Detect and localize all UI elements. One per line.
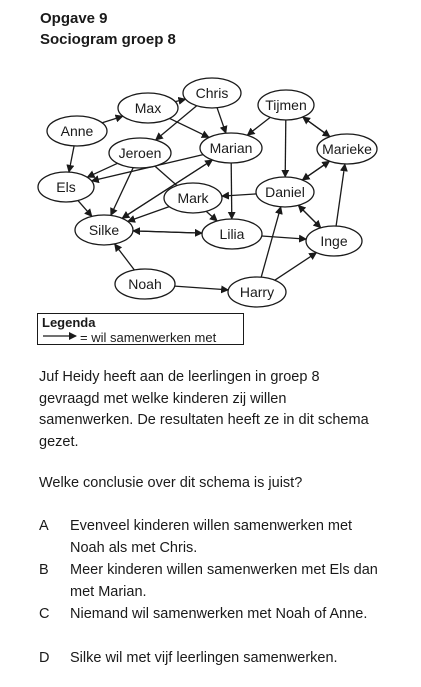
node-label: Marian: [209, 140, 253, 156]
arrow-daniel-to-mark: [222, 194, 256, 196]
arrow-silke-to-lilia: [133, 231, 202, 233]
option-letter: A: [39, 518, 49, 534]
node-lilia: [202, 219, 262, 249]
node-max: [118, 93, 178, 123]
sociogram-diagram: [0, 72, 421, 312]
node-label: Els: [56, 179, 76, 195]
option-letter: D: [39, 650, 50, 666]
intro-text: Juf Heidy heeft aan de leerlingen in groep 8 gevraagd met welke kinderen zij willen samenwerken. De resultaten heeft ze in dit schema gezet.: [39, 369, 369, 450]
arrow-anne-to-els: [69, 146, 74, 172]
node-label: Marieke: [322, 141, 372, 157]
arrow-harry-to-daniel: [261, 207, 281, 277]
arrow-tijmen-to-marian: [247, 117, 270, 135]
arrow-marieke-to-tijmen: [303, 117, 330, 137]
legend-arrow-icon: [42, 331, 78, 341]
node-marian: [200, 133, 262, 163]
node-mark: [164, 183, 222, 213]
node-marieke: [317, 134, 377, 164]
option-text: Meer kinderen willen samenwerken met Els dan met Marian.: [70, 562, 378, 600]
node-noah: [115, 269, 175, 299]
node-label: Lilia: [219, 226, 245, 242]
node-label: Harry: [239, 284, 275, 300]
arrow-tijmen-to-daniel: [285, 120, 286, 177]
node-tijmen: [258, 90, 314, 120]
arrow-daniel-to-marieke: [302, 161, 329, 180]
arrow-noah-to-silke: [115, 244, 135, 270]
arrow-inge-to-marieke: [336, 164, 345, 226]
node-silke: [75, 215, 133, 245]
option-text: Evenveel kinderen willen samenwerken met Noah als met Chris.: [70, 518, 353, 556]
arrow-chris-to-marian: [217, 108, 226, 133]
legend: [37, 313, 244, 345]
option-letter: C: [39, 606, 50, 622]
node-jeroen: [109, 138, 171, 168]
node-anne: [47, 116, 107, 146]
node-label: Max: [134, 100, 162, 116]
arrow-lilia-to-inge: [262, 236, 307, 239]
node-harry: [228, 277, 286, 307]
node-label: Tijmen: [265, 97, 307, 113]
arrow-els-to-silke: [78, 201, 92, 217]
node-label: Mark: [177, 190, 209, 206]
arrow-anne-to-max: [102, 116, 123, 123]
option-letter: B: [39, 562, 49, 578]
arrow-max-to-chris: [175, 99, 185, 101]
node-inge: [306, 226, 362, 256]
legend-label: = wil samenwerken met: [80, 330, 217, 345]
node-label: Daniel: [265, 184, 305, 200]
exercise-number: Opgave 9: [40, 10, 108, 27]
node-daniel: [256, 177, 314, 207]
node-label: Chris: [195, 85, 229, 101]
node-label: Jeroen: [118, 145, 162, 161]
arrow-jeroen-to-silke: [111, 168, 133, 216]
node-label: Silke: [88, 222, 120, 238]
arrow-noah-to-harry: [175, 286, 229, 290]
arrow-mark-to-silke: [128, 207, 169, 222]
node-label: Noah: [128, 276, 162, 292]
option-text: Silke wil met vijf leerlingen samenwerken.: [70, 650, 338, 666]
legend-title: Legenda: [42, 315, 96, 330]
arrow-harry-to-inge: [275, 253, 317, 281]
arrow-inge-to-daniel: [298, 205, 321, 228]
node-chris: [183, 78, 241, 108]
node-els: [38, 172, 94, 202]
arrow-jeroen-to-els: [87, 163, 117, 177]
option-text: Niemand wil samenwerken met Noah of Anne.: [70, 606, 368, 622]
arrow-marian-to-lilia: [231, 163, 232, 219]
question-text: Welke conclusie over dit schema is juist?: [39, 475, 303, 491]
node-label: Anne: [60, 123, 94, 139]
page-title: Sociogram groep 8: [40, 31, 176, 48]
node-label: Inge: [320, 233, 348, 249]
arrow-max-to-marian: [170, 118, 209, 137]
